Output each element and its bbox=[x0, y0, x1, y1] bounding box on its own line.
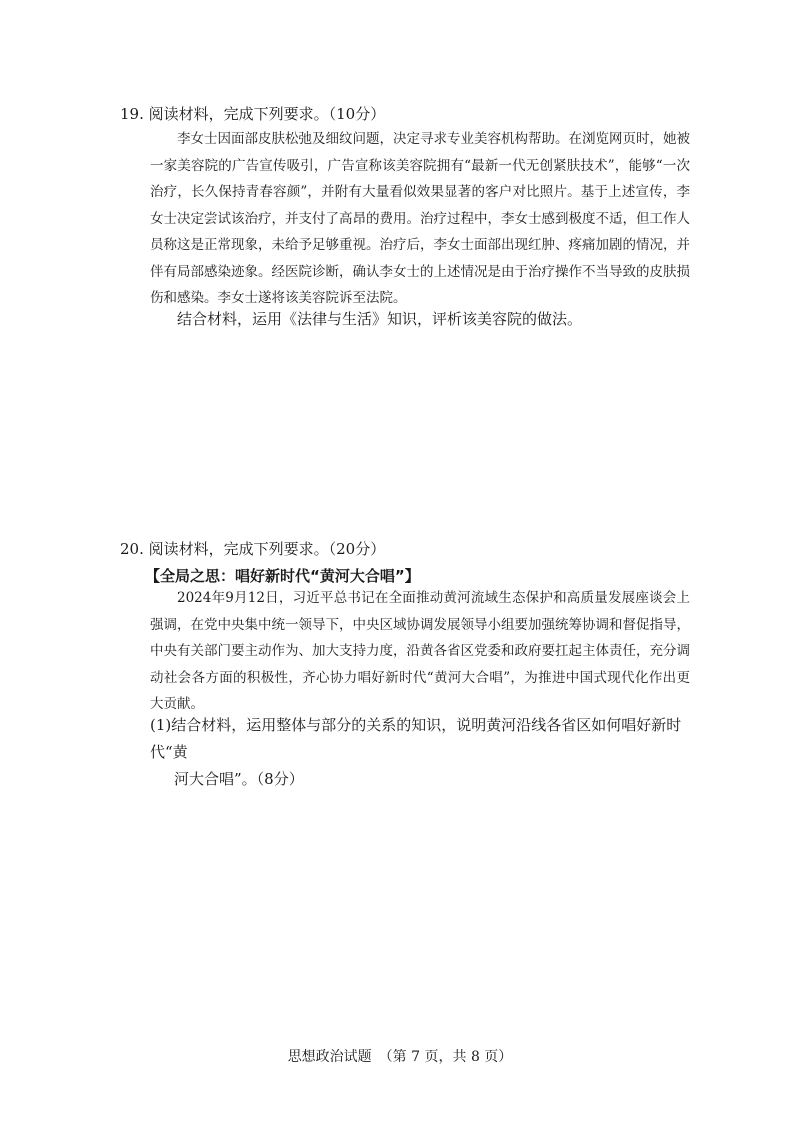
question-20-sub-1 bbox=[150, 712, 695, 793]
question-20-material: 2024年9月12日，习近平总书记在全面推动黄河流域生态保护和高质量发展座谈会上强调，在党中央集中统一领导下，中央区域协调发展领导小组要加强统筹协调和督促指导，中央有关部门要主动作为、加大支持力度，沿黄各省区党委和政府要扛起主体责任，充分调动社会各方面的积极性，齐心协力唱好新时代“黄河大合唱”，为推进中国式现代化作出更大贡献。 bbox=[150, 590, 690, 712]
question-20-sub-1-line-2: 河大合唱”。（8分） bbox=[174, 770, 304, 788]
page-footer: 思想政治试题 （第 7 页，共 8 页） bbox=[287, 1049, 513, 1065]
question-19-heading: 19. 阅读材料，完成下列要求。（10分） bbox=[120, 105, 386, 123]
question-20-sub-1-line-1: (1)结合材料，运用整体与部分的关系的知识，说明黄河沿线各省区如何唱好新时代“黄 bbox=[150, 716, 682, 761]
question-20-heading: 20. 阅读材料，完成下列要求。（20分） bbox=[120, 540, 386, 558]
question-19-task: 结合材料，运用《法律与生活》知识，评析该美容院的做法。 bbox=[177, 310, 583, 328]
question-19-material: 李女士因面部皮肤松弛及细纹问题，决定寻求专业美容机构帮助。在浏览网页时，她被一家美容院的广告宣传吸引，广告宣称该美容院拥有“最新一代无创紧肤技术”，能够“一次治疗，长久保持青春容颜”，并附有大量看似效果显著的客户对比照片。基于上述宣传，李女士决定尝试该治疗，并支付了高昂的费用。治疗过程中，李女士感到极度不适，但工作人员称这是正常现象，未给予足够重视。治疗后，李女士面部出现红肿、疼痛加剧的情况，并伴有局部感染迹象。经医院诊断，确认李女士的上述情况是由于治疗操作不当导致的皮肤损伤和感染。李女士遂将该美容院诉至法院。 bbox=[150, 131, 690, 306]
question-20-subtitle: 【全局之思：唱好新时代“黄河大合唱”】 bbox=[145, 567, 420, 585]
